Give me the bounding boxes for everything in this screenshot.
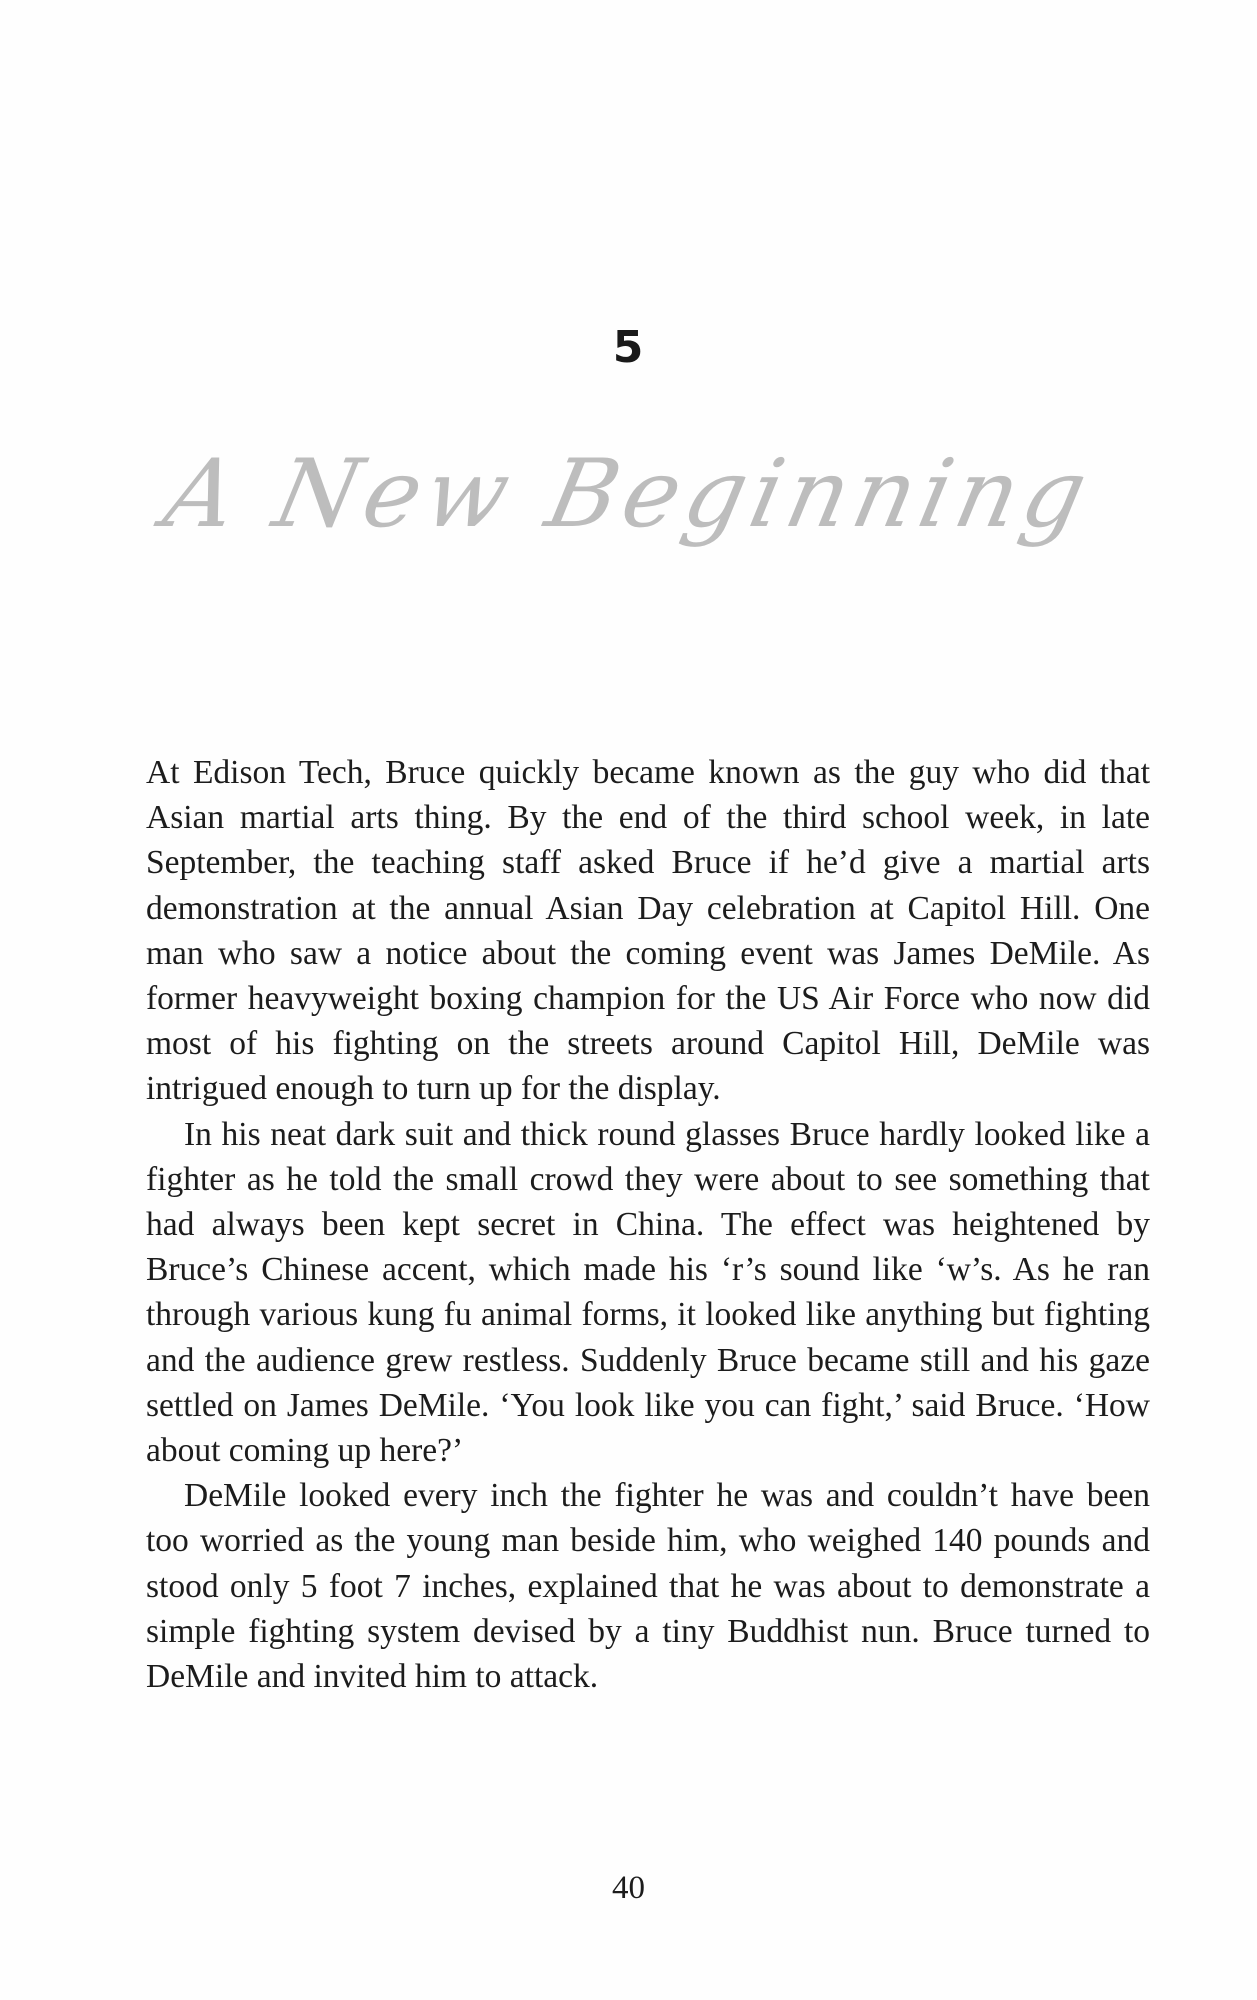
paragraph: At Edison Tech, Bruce quickly became known as the guy who did that Asian martial arts thing. By the end of the third school week, in late September, the teaching staff asked Bruce if he’d give a martial arts demonstration at the annual Asian Day celebration at Capitol Hill. One man who saw a notice about the coming event was James DeMile. As former heavyweight boxing champion for the US Air Force who now did most of his fighting on the streets around Capitol Hill, DeMile was intrigued enough to turn up for the display. [146, 754, 1150, 1108]
paragraph: In his neat dark suit and thick round glasses Bruce hardly looked like a fighter as he told the small crowd they were about to see something that had always been kept secret in China. The effect was heightened by Bruce’s Chinese accent, which made his ‘r’s sound like ‘w’s. As he ran through various kung fu animal forms, it looked like anything but fighting and the audience grew restless. Suddenly Bruce became still and his gaze settled on James DeMile. ‘You look like you can fight,’ said Bruce. ‘How about coming up here?’ [146, 1115, 1150, 1470]
chapter-number: 5 [612, 322, 645, 373]
paragraph: DeMile looked every inch the fighter he was and couldn’t have been too worried as the young man beside him, who weighed 140 pounds and stood only 5 foot 7 inches, explained that he was about to demonstrate a simple fighting system devised by a tiny Buddhist nun. Bruce turned to DeMile and invited him to attack. [146, 1477, 1150, 1696]
chapter-body [146, 750, 1150, 1699]
page-number: 40 [612, 1870, 645, 1906]
chapter-title: A New Beginning [155, 440, 1102, 549]
